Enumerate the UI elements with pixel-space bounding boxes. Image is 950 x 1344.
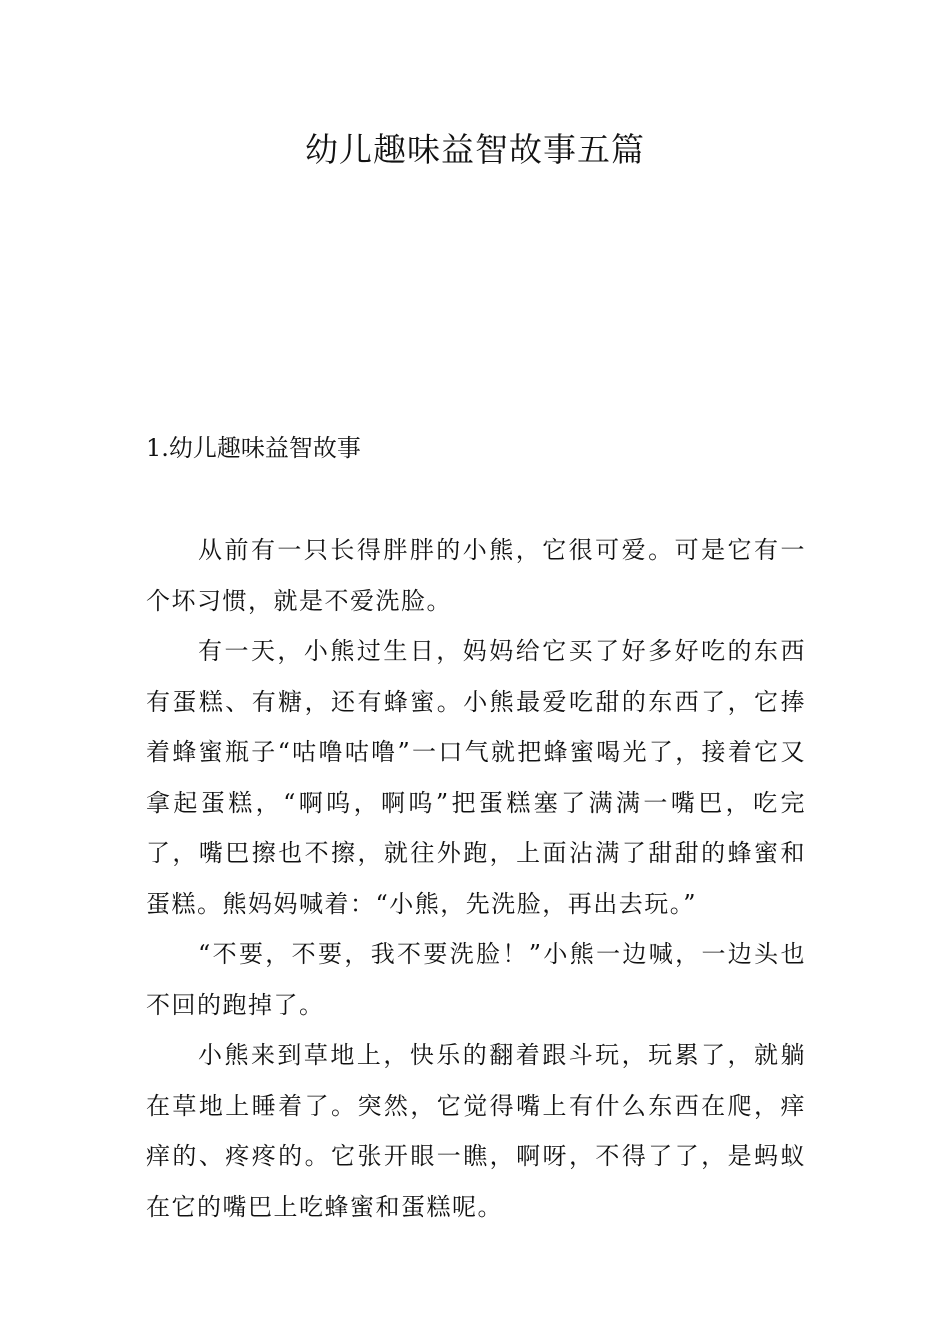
section-heading: 1.幼儿趣味益智故事 <box>146 434 361 462</box>
story-paragraph-3: “不要，不要，我不要洗脸！”小熊一边喊，一边头也不回的跑掉了。 <box>146 940 806 1019</box>
story-paragraph-4: 小熊来到草地上，快乐的翻着跟斗玩，玩累了，就躺在草地上睡着了。突然，它觉得嘴上有什么东西在爬，痒痒的、疼疼的。它张开眼一瞧，啊呀，不得了了，是蚂蚁在它的嘴巴上吃蜂蜜和蛋糕呢。 <box>146 1041 806 1221</box>
document-title: 幼儿趣味益智故事五篇 <box>305 130 645 169</box>
story-paragraph-2: 有一天，小熊过生日，妈妈给它买了好多好吃的东西有蛋糕、有糖，还有蜂蜜。小熊最爱吃甜的东西了，它捧着蜂蜜瓶子“咕噜咕噜”一口气就把蜂蜜喝光了，接着它又拿起蛋糕，“啊呜，啊呜”把蛋糕塞了满满一嘴巴，吃完了，嘴巴擦也不擦，就往外跑，上面沾满了甜甜的蜂蜜和蛋糕。熊妈妈喊着：“小熊，先洗脸，再出去玩。” <box>146 637 806 918</box>
story-body <box>146 525 806 1232</box>
story-paragraph-1: 从前有一只长得胖胖的小熊，它很可爱。可是它有一个坏习惯，就是不爱洗脸。 <box>146 536 806 615</box>
